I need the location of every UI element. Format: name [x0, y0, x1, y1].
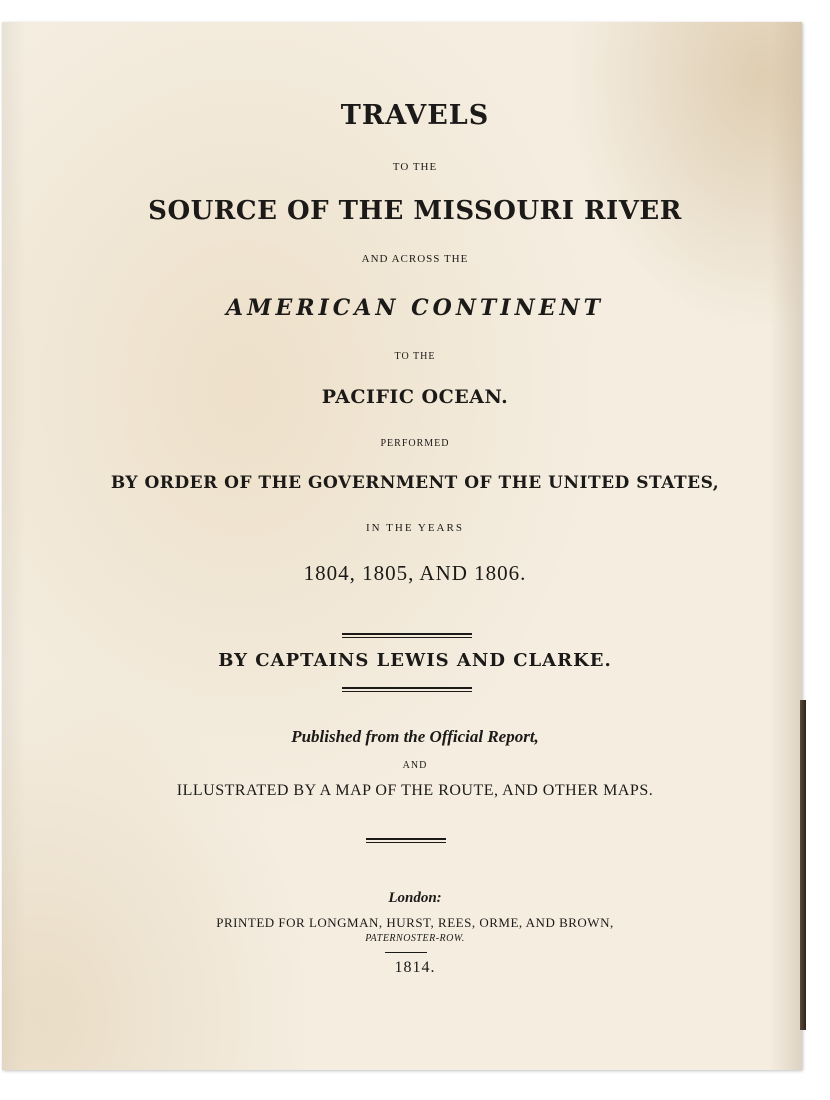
years-line: 1804, 1805, AND 1806.: [303, 561, 527, 585]
published-line: Published from the Official Report,: [291, 727, 539, 746]
title-page: [2, 22, 802, 1070]
government-order-line: BY ORDER OF THE GOVERNMENT OF THE UNITED STATES,: [110, 473, 720, 493]
connector-to-the-2: TO THE: [394, 351, 436, 362]
authors-line: BY CAPTAINS LEWIS AND CLARKE.: [218, 650, 612, 671]
rule-above-imprint: [366, 838, 446, 843]
and-line: AND: [402, 760, 428, 771]
book-title: TRAVELS: [340, 100, 490, 131]
imprint-year: 1814.: [394, 959, 436, 976]
rule-below-authors: [342, 687, 472, 692]
continent-line: AMERICAN CONTINENT: [226, 295, 604, 321]
page-edge-shadow: [800, 700, 806, 1030]
imprint-address: PATERNOSTER-ROW.: [365, 933, 465, 944]
illustrated-line: ILLUSTRATED BY A MAP OF THE ROUTE, AND OTHER MAPS.: [176, 782, 654, 799]
ocean-line: PACIFIC OCEAN.: [321, 386, 509, 408]
imprint-city: London:: [388, 890, 442, 906]
rule-above-year: [385, 952, 427, 953]
rule-above-authors: [342, 633, 472, 638]
imprint-printer: PRINTED FOR LONGMAN, HURST, REES, ORME, AND BROWN,: [216, 915, 614, 930]
source-line: SOURCE OF THE MISSOURI RIVER: [148, 196, 682, 226]
connector-to-the-1: TO THE: [392, 161, 438, 173]
in-the-years-line: IN THE YEARS: [366, 522, 464, 534]
across-line: AND ACROSS THE: [361, 253, 469, 265]
performed-line: PERFORMED: [380, 438, 450, 449]
